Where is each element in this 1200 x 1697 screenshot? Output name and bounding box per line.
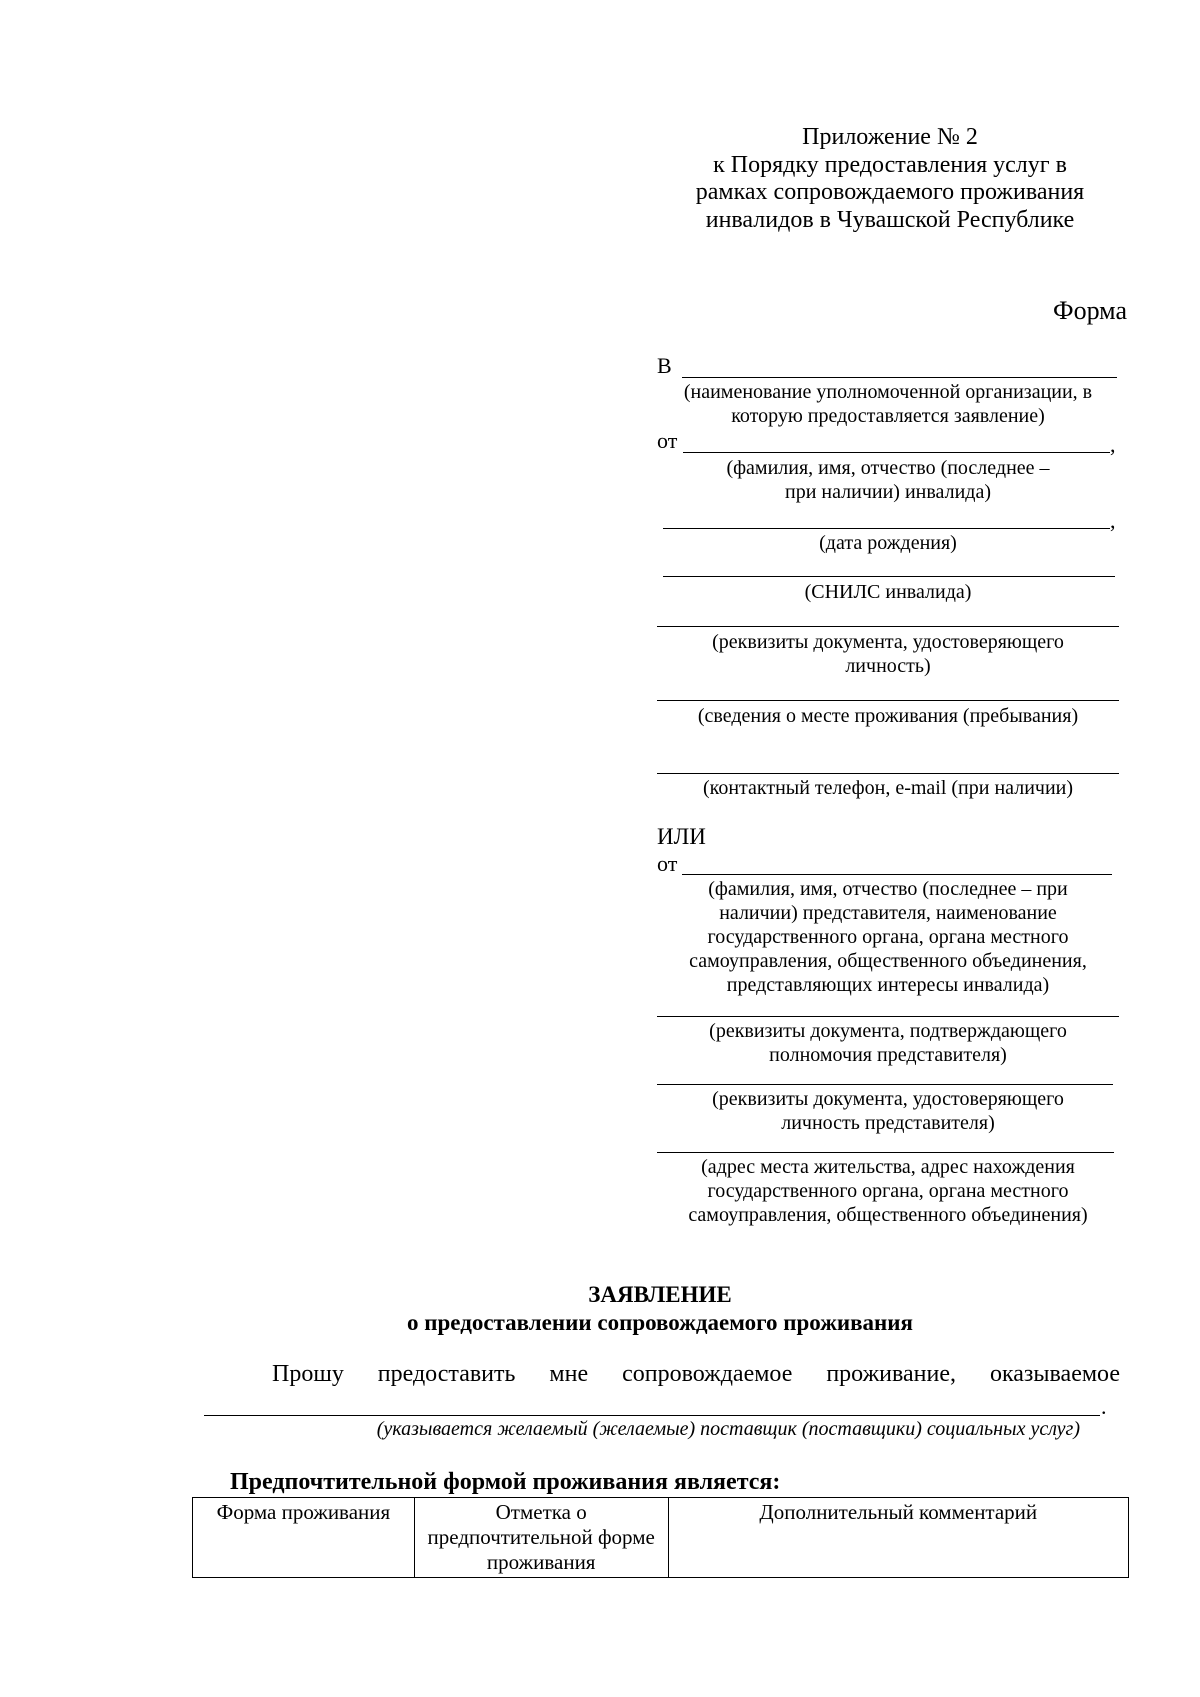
rep-caption-line-2: наличии) представителя, наименование	[719, 902, 1057, 924]
or-label: ИЛИ	[657, 824, 706, 849]
snils-field[interactable]	[663, 576, 1115, 577]
rep-caption-line-5: представляющих интересы инвалида)	[726, 974, 1050, 996]
residence-caption: (сведения о месте проживания (пребывания)	[697, 705, 1079, 727]
statement-subtitle: о предоставлении сопровождаемого проживания	[407, 1310, 913, 1335]
authority-document-caption	[657, 1019, 1119, 1067]
authority-caption-line-2: полномочия представителя)	[769, 1044, 1007, 1066]
fio-caption-line-1: (фамилия, имя, отчество (последнее –	[726, 457, 1050, 479]
appendix-line-3: рамках сопровождаемого проживания	[695, 179, 1085, 205]
appendix-block	[640, 124, 1140, 234]
authority-document-field[interactable]	[657, 1016, 1119, 1017]
residence-form-table	[192, 1497, 1129, 1578]
residence-field[interactable]	[657, 700, 1119, 701]
birth-date-caption: (дата рождения)	[819, 532, 957, 554]
id-document-caption	[657, 630, 1119, 678]
rep-caption-line-1: (фамилия, имя, отчество (последнее – при	[708, 878, 1068, 900]
snils-caption: (СНИЛС инвалида)	[804, 581, 972, 603]
address-caption-line-1: (адрес места жительства, адрес нахождения	[701, 1156, 1075, 1178]
request-text: Прошу предоставить мне сопровождаемое проживание, оказываемое	[272, 1361, 1120, 1387]
id-document-field[interactable]	[657, 626, 1119, 627]
provider-field[interactable]	[204, 1415, 1100, 1416]
representative-caption	[657, 877, 1119, 997]
preferred-form-heading: Предпочтительной формой проживания является:	[230, 1469, 781, 1495]
statement-title: ЗАЯВЛЕНИЕ	[588, 1282, 732, 1307]
comma: ,	[1110, 432, 1116, 457]
column-header: Форма проживания	[193, 1498, 415, 1578]
appendix-number: Приложение № 2	[802, 124, 978, 150]
address-caption	[657, 1155, 1119, 1227]
fio-caption-line-2: при наличии) инвалида)	[784, 481, 991, 503]
contact-caption: (контактный телефон, e-mail (при наличии)	[702, 777, 1074, 799]
address-field[interactable]	[657, 1152, 1114, 1153]
address-caption-line-2: государственного органа, органа местного	[707, 1180, 1069, 1202]
birth-date-field[interactable]	[663, 528, 1110, 529]
request-period: .	[1101, 1394, 1107, 1419]
doc-caption-line-1: (реквизиты документа, удостоверяющего	[712, 631, 1064, 653]
representative-fio-field[interactable]	[682, 874, 1112, 875]
recipient-org-field[interactable]	[682, 377, 1117, 378]
table-header-row	[193, 1498, 1129, 1578]
recipient-caption-line-2: которую предоставляется заявление)	[731, 405, 1045, 427]
comma: ,	[1110, 508, 1116, 533]
contact-field[interactable]	[657, 773, 1119, 774]
rep-caption-line-3: государственного органа, органа местного	[707, 926, 1069, 948]
address-caption-line-3: самоуправления, общественного объединения)	[688, 1204, 1088, 1226]
appendix-line-2: к Порядку предоставления услуг в	[713, 151, 1067, 178]
rep-from-prefix: от	[657, 851, 678, 876]
rep-caption-line-4: самоуправления, общественного объединения,	[689, 950, 1087, 972]
form-label: Форма	[1053, 296, 1127, 325]
doc-caption-line-2: личность)	[845, 655, 931, 677]
applicant-fio-caption	[657, 456, 1119, 504]
recipient-org-caption	[657, 380, 1119, 428]
to-prefix: В	[657, 353, 672, 378]
representative-id-field[interactable]	[657, 1084, 1113, 1085]
column-header: Отметка о предпочтительной форме проживания	[414, 1498, 668, 1578]
provider-hint: (указывается желаемый (желаемые) поставщик (поставщики) социальных услуг)	[376, 1418, 1080, 1440]
appendix-line-4: инвалидов в Чувашской Республике	[705, 206, 1075, 233]
representative-id-caption	[657, 1087, 1119, 1135]
recipient-caption-line-1: (наименование уполномоченной организации, в	[683, 381, 1093, 403]
rep-doc-caption-line-1: (реквизиты документа, удостоверяющего	[712, 1088, 1064, 1110]
rep-doc-caption-line-2: личность представителя)	[781, 1112, 995, 1134]
authority-caption-line-1: (реквизиты документа, подтверждающего	[709, 1020, 1067, 1042]
column-header: Дополнительный комментарий	[668, 1498, 1128, 1578]
applicant-fio-field[interactable]	[683, 452, 1110, 453]
from-prefix: от	[657, 428, 678, 453]
